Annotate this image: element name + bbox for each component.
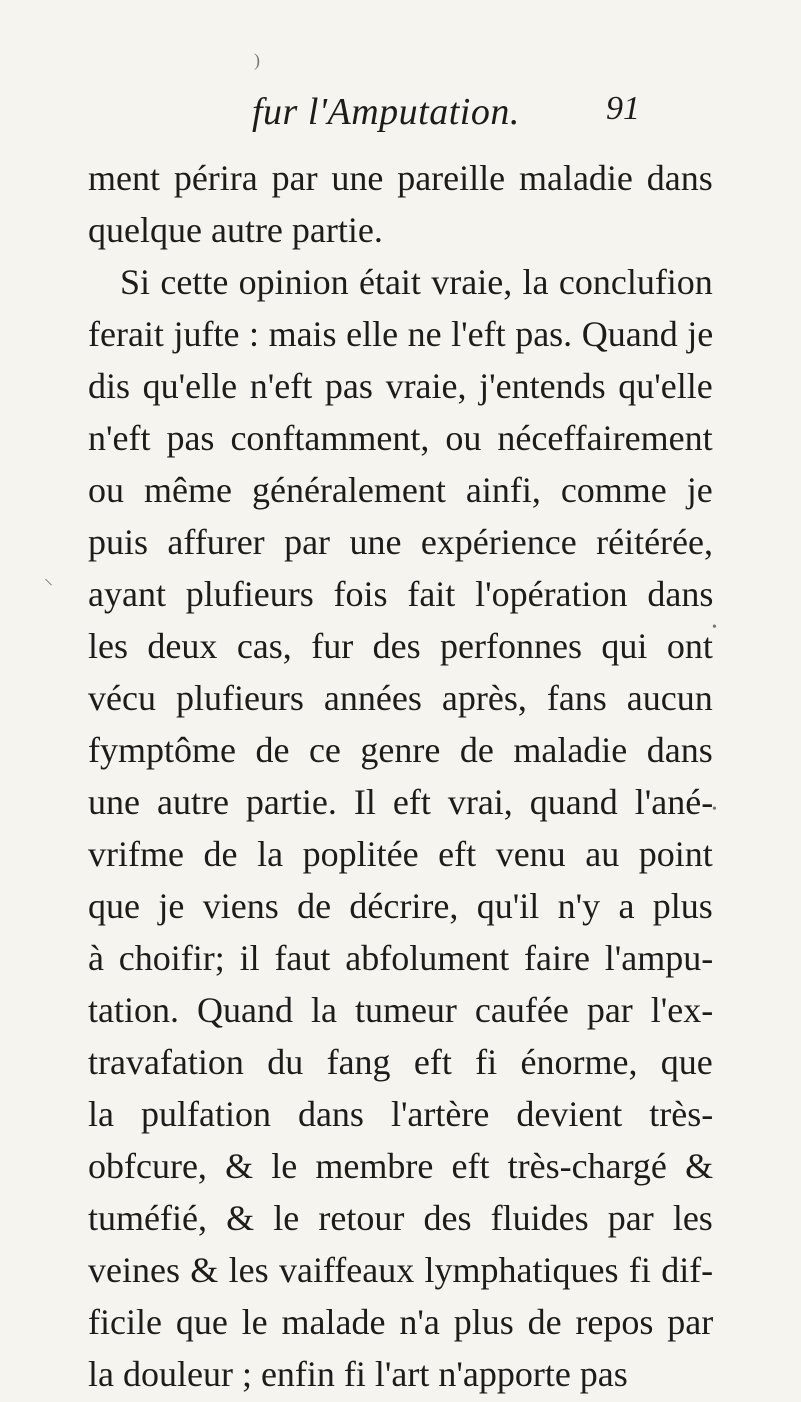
print-speck: ⸜ (44, 568, 53, 588)
text-line: puis affurer par une expérience réitérée, (88, 522, 713, 562)
text-line: la pulfation dans l'artère devient très- (88, 1094, 714, 1134)
text-line: que je viens de décrire, qu'il n'y a plus (88, 886, 713, 926)
text-line: veines & les vaiffeaux lymphatiques fi dif- (88, 1250, 714, 1290)
running-head (0, 90, 801, 140)
print-speck: ) (254, 50, 260, 70)
print-speck: • (712, 802, 717, 817)
text-line: la douleur ; enfin fi l'art n'apporte pas (88, 1354, 628, 1394)
print-speck: • (712, 620, 717, 635)
text-line: n'eft pas conftamment, ou néceffairement (88, 418, 713, 458)
text-line: ficile que le malade n'a plus de repos par (88, 1302, 714, 1342)
text-line: quelque autre partie. (88, 210, 383, 250)
text-line: une autre partie. Il eft vrai, quand l'ané- (88, 782, 714, 822)
text-line: vécu plufieurs années après, fans aucun (88, 678, 713, 718)
text-line: obfcure, & le membre eft très-chargé & (88, 1146, 714, 1186)
text-line: travafation du fang eft fi énorme, que (88, 1042, 713, 1082)
page-number: 91 (606, 90, 640, 127)
text-line: ment périra par une pareille maladie dans (88, 158, 713, 198)
text-line: ayant plufieurs fois fait l'opération dans (88, 574, 714, 614)
running-title: fur l'Amputation. (252, 91, 520, 133)
text-line: fymptôme de ce genre de maladie dans (88, 730, 713, 770)
text-line: ferait jufte : mais elle ne l'eft pas. Quand je (88, 314, 714, 354)
text-line: dis qu'elle n'eft pas vraie, j'entends qu'elle (88, 366, 713, 406)
text-line: ou même généralement ainfi, comme je (88, 470, 713, 510)
text-line: Si cette opinion était vraie, la conclufion (120, 262, 713, 302)
text-line: les deux cas, fur des perfonnes qui ont (88, 626, 713, 666)
text-line: tation. Quand la tumeur caufée par l'ex- (88, 990, 714, 1030)
text-line: vrifme de la poplitée eft venu au point (88, 834, 713, 874)
text-line: à choifir; il faut abfolument faire l'ampu- (88, 938, 714, 978)
text-line: tuméfié, & le retour des fluides par les (88, 1198, 713, 1238)
